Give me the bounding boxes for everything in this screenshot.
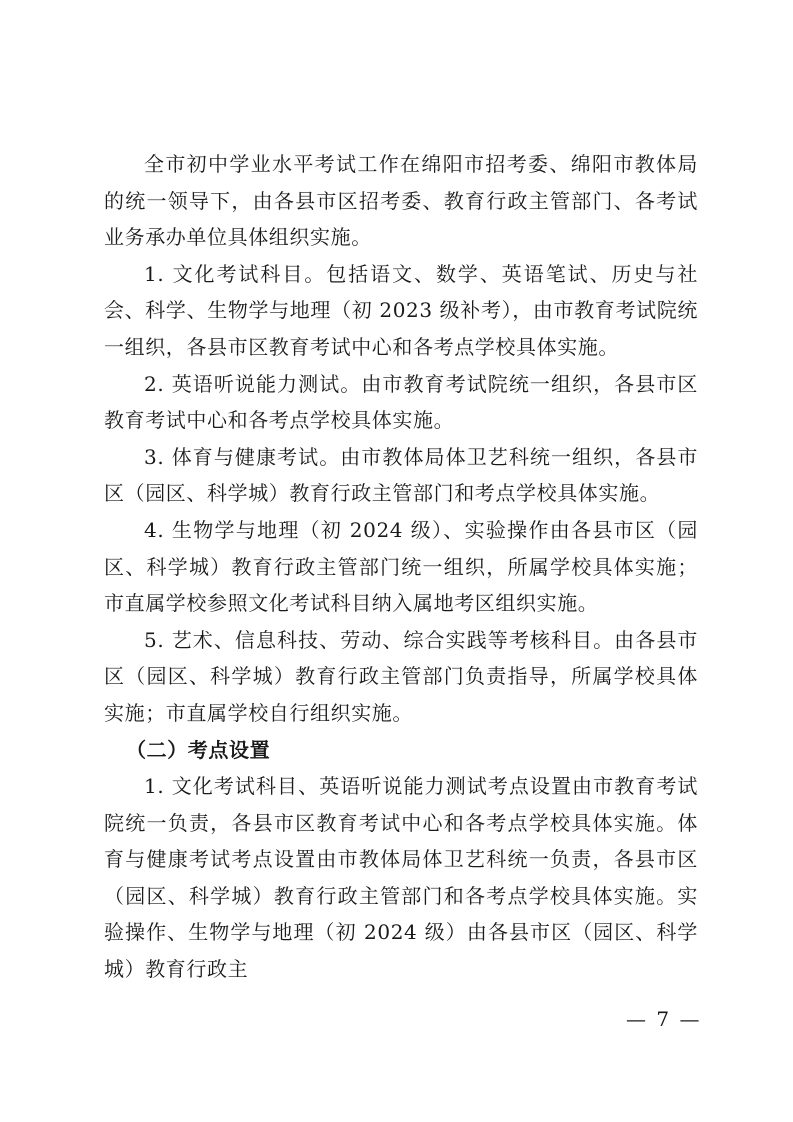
section-heading: （二）考点设置: [126, 737, 271, 762]
paragraph-item-1: 1. 文化考试科目。包括语文、数学、英语笔试、历史与社会、科学、生物学与地理（初 2023 级补考），由市教育考试院统一组织，各县市区教育考试中心和各考点学校具体实施。: [104, 261, 698, 359]
paragraph-item-3: 3. 体育与健康考试。由市教体局体卫艺科统一组织，各县市区（园区、科学城）教育行政主管部门和考点学校具体实施。: [104, 444, 698, 506]
paragraph-item-5: 5. 艺术、信息科技、劳动、综合实践等考核科目。由各县市区（园区、科学城）教育行政主管部门负责指导，所属学校具体实施；市直属学校自行组织实施。: [104, 627, 698, 725]
paragraph-item-4: 4. 生物学与地理（初 2024 级）、实验操作由各县市区（园区、科学城）教育行政主管部门统一组织，所属学校具体实施；市直属学校参照文化考试科目纳入属地考区组织实施。: [104, 517, 698, 616]
paragraph-intro: 全市初中学业水平考试工作在绵阳市招考委、绵阳市教体局的统一领导下，由各县市区招考委、教育行政主管部门、各考试业务承办单位具体组织实施。: [104, 152, 698, 250]
paragraph-item-2: 2. 英语听说能力测试。由市教育考试院统一组织，各县市区教育考试中心和各考点学校具体实施。: [104, 371, 698, 433]
body-text: [104, 146, 698, 988]
section-paragraph: 1. 文化考试科目、英语听说能力测试考点设置由市教育考试院统一负责，各县市区教育考试中心和各考点学校具体实施。体育与健康考试考点设置由市教体局体卫艺科统一负责，各县市区（园区、科学城）教育行政主管部门和各考点学校具体实施。实验操作、生物学与地理（初 2024 级）由各县市区（园区、科学城）教育行政主: [104, 774, 698, 982]
page-number: — 7 —: [626, 1007, 702, 1031]
